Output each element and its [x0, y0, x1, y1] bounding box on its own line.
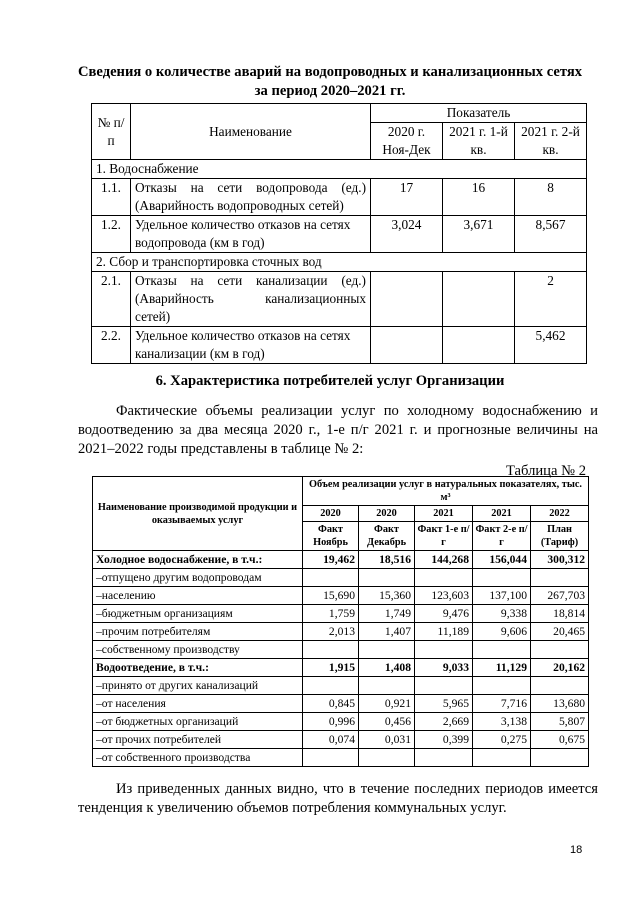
period-header: 2020 г. Ноя-Дек [371, 123, 443, 160]
row-name: –населению [93, 587, 303, 605]
cell-value: 8,567 [515, 216, 587, 253]
table-caption: Таблица № 2 [506, 463, 586, 479]
cell-value: 2,013 [303, 623, 359, 641]
cell-value [371, 327, 443, 364]
col-name-header: Наименование производимой продукции и оказываемых услуг [93, 477, 303, 551]
cell-value: 13,680 [531, 695, 589, 713]
cell-value: 300,312 [531, 551, 589, 569]
cell-value [303, 677, 359, 695]
cell-value: 267,703 [531, 587, 589, 605]
row-number: 1.2. [92, 216, 131, 253]
year-header: 2020 [359, 506, 415, 522]
row-name: –от бюджетных организаций [93, 713, 303, 731]
col-group-header: Объем реализации услуг в натуральных показателях, тыс. м³ [303, 477, 589, 506]
cell-value [359, 677, 415, 695]
cell-value: 5,965 [415, 695, 473, 713]
cell-value: 16 [443, 179, 515, 216]
table-row [93, 605, 589, 623]
cell-value [415, 641, 473, 659]
cell-value [531, 677, 589, 695]
row-name: –отпущено другим водопроводам [93, 569, 303, 587]
paragraph-text: Фактические объемы реализации услуг по холодному водоснабжению и водоотведению за два месяца 2020 г., 1-е п/г 2021 г. и прогнозные величины на 2021–2022 годы представлены в таблице № 2: [78, 403, 598, 457]
table-row [93, 713, 589, 731]
cell-value [371, 272, 443, 327]
row-number: 2.2. [92, 327, 131, 364]
cell-value [359, 569, 415, 587]
cell-value [531, 749, 589, 767]
cell-value: 2,669 [415, 713, 473, 731]
cell-value: 5,462 [515, 327, 587, 364]
year-header: 2021 [415, 506, 473, 522]
cell-value: 15,690 [303, 587, 359, 605]
sales-volume-body [93, 551, 589, 767]
cell-value [359, 641, 415, 659]
cell-value: 9,476 [415, 605, 473, 623]
year-header: 2020 [303, 506, 359, 522]
cell-value: 0,456 [359, 713, 415, 731]
cell-value [443, 327, 515, 364]
cell-value: 20,162 [531, 659, 589, 677]
row-name [131, 216, 371, 253]
row-name-line: канализации (км в год) [135, 346, 265, 361]
period-header: Факт Ноябрь [303, 522, 359, 551]
table-row [93, 677, 589, 695]
row-name: –от прочих потребителей [93, 731, 303, 749]
table-row [93, 587, 589, 605]
page-number: 18 [570, 844, 583, 856]
cell-value [303, 641, 359, 659]
cell-value [415, 569, 473, 587]
cell-value [531, 641, 589, 659]
cell-value: 18,814 [531, 605, 589, 623]
table-row [93, 641, 589, 659]
cell-value: 11,129 [473, 659, 531, 677]
cell-value: 0,275 [473, 731, 531, 749]
year-header: 2022 [531, 506, 589, 522]
row-name: –прочим потребителям [93, 623, 303, 641]
cell-value: 0,675 [531, 731, 589, 749]
cell-value: 1,408 [359, 659, 415, 677]
table-row [93, 731, 589, 749]
cell-value: 9,606 [473, 623, 531, 641]
section-row: 2. Сбор и транспортировка сточных вод [92, 253, 587, 272]
cell-value: 2 [515, 272, 587, 327]
row-name-line: Отказы на сети канализации (ед.) [135, 273, 366, 288]
cell-value: 8 [515, 179, 587, 216]
row-name-line: (Аварийность канализационных [135, 291, 366, 306]
paragraph [78, 780, 598, 818]
table-row [93, 551, 589, 569]
period-header: Факт 1-е п/г [415, 522, 473, 551]
cell-value [473, 677, 531, 695]
paragraph [78, 402, 598, 459]
cell-value: 0,399 [415, 731, 473, 749]
row-name: Водоотведение, в т.ч.: [93, 659, 303, 677]
row-number: 2.1. [92, 272, 131, 327]
row-name: –от собственного производства [93, 749, 303, 767]
table-row [93, 623, 589, 641]
row-name-line: Удельное количество отказов на сетях [135, 217, 351, 232]
cell-value: 123,603 [415, 587, 473, 605]
cell-value: 156,044 [473, 551, 531, 569]
row-name-line: (Аварийность водопроводных сетей) [135, 198, 344, 213]
cell-value: 0,921 [359, 695, 415, 713]
row-name [131, 327, 371, 364]
cell-value: 137,100 [473, 587, 531, 605]
col-name-header: Наименование [131, 104, 371, 160]
row-name [131, 179, 371, 216]
table-row [93, 749, 589, 767]
cell-value: 18,516 [359, 551, 415, 569]
col-num-header: № п/п [92, 104, 131, 160]
paragraph-text: Из приведенных данных видно, что в течение последних периодов имеется тенденция к увеличению объемов потребления коммунальных услуг. [78, 781, 598, 816]
cell-value: 0,074 [303, 731, 359, 749]
row-name: –бюджетным организациям [93, 605, 303, 623]
year-header: 2021 [473, 506, 531, 522]
table-row [93, 695, 589, 713]
cell-value: 0,996 [303, 713, 359, 731]
cell-value: 0,845 [303, 695, 359, 713]
document-title: Сведения о количестве аварий на водопроводных и канализационных сетях за период 2020–2021 гг. [77, 64, 583, 99]
cell-value: 19,462 [303, 551, 359, 569]
cell-value [473, 749, 531, 767]
row-name-line: водопровода (км в год) [135, 235, 265, 250]
cell-value: 9,338 [473, 605, 531, 623]
row-name-line: Удельное количество отказов на сетях [135, 328, 351, 343]
period-header: План (Тариф) [531, 522, 589, 551]
table-row [93, 569, 589, 587]
cell-value [303, 749, 359, 767]
cell-value: 1,915 [303, 659, 359, 677]
cell-value [303, 569, 359, 587]
cell-value: 1,759 [303, 605, 359, 623]
cell-value: 15,360 [359, 587, 415, 605]
row-name-line: Отказы на сети водопровода (ед.) [135, 180, 366, 195]
cell-value: 7,716 [473, 695, 531, 713]
row-name: –собственному производству [93, 641, 303, 659]
cell-value [359, 749, 415, 767]
cell-value [415, 749, 473, 767]
table-row [93, 659, 589, 677]
cell-value: 3,138 [473, 713, 531, 731]
row-name: Холодное водоснабжение, в т.ч.: [93, 551, 303, 569]
cell-value: 11,189 [415, 623, 473, 641]
section-row: 1. Водоснабжение [92, 160, 587, 179]
period-header: Факт Декабрь [359, 522, 415, 551]
period-header: 2021 г. 2-й кв. [515, 123, 587, 160]
cell-value: 20,465 [531, 623, 589, 641]
row-name: –от населения [93, 695, 303, 713]
cell-value: 144,268 [415, 551, 473, 569]
cell-value: 17 [371, 179, 443, 216]
cell-value: 1,407 [359, 623, 415, 641]
cell-value [415, 677, 473, 695]
cell-value [443, 272, 515, 327]
row-name-line: сетей) [135, 309, 171, 324]
section-heading: 6. Характеристика потребителей услуг Организации [155, 373, 505, 389]
cell-value: 9,033 [415, 659, 473, 677]
row-name: –принято от других канализаций [93, 677, 303, 695]
cell-value: 1,749 [359, 605, 415, 623]
cell-value [473, 641, 531, 659]
cell-value [531, 569, 589, 587]
cell-value: 3,024 [371, 216, 443, 253]
accidents-table [91, 103, 587, 364]
row-name [131, 272, 371, 327]
period-header: Факт 2-е п/г [473, 522, 531, 551]
cell-value: 0,031 [359, 731, 415, 749]
cell-value: 3,671 [443, 216, 515, 253]
cell-value [473, 569, 531, 587]
col-group-header: Показатель [371, 104, 587, 123]
period-header: 2021 г. 1-й кв. [443, 123, 515, 160]
cell-value: 5,807 [531, 713, 589, 731]
row-number: 1.1. [92, 179, 131, 216]
sales-volume-table [92, 476, 589, 767]
